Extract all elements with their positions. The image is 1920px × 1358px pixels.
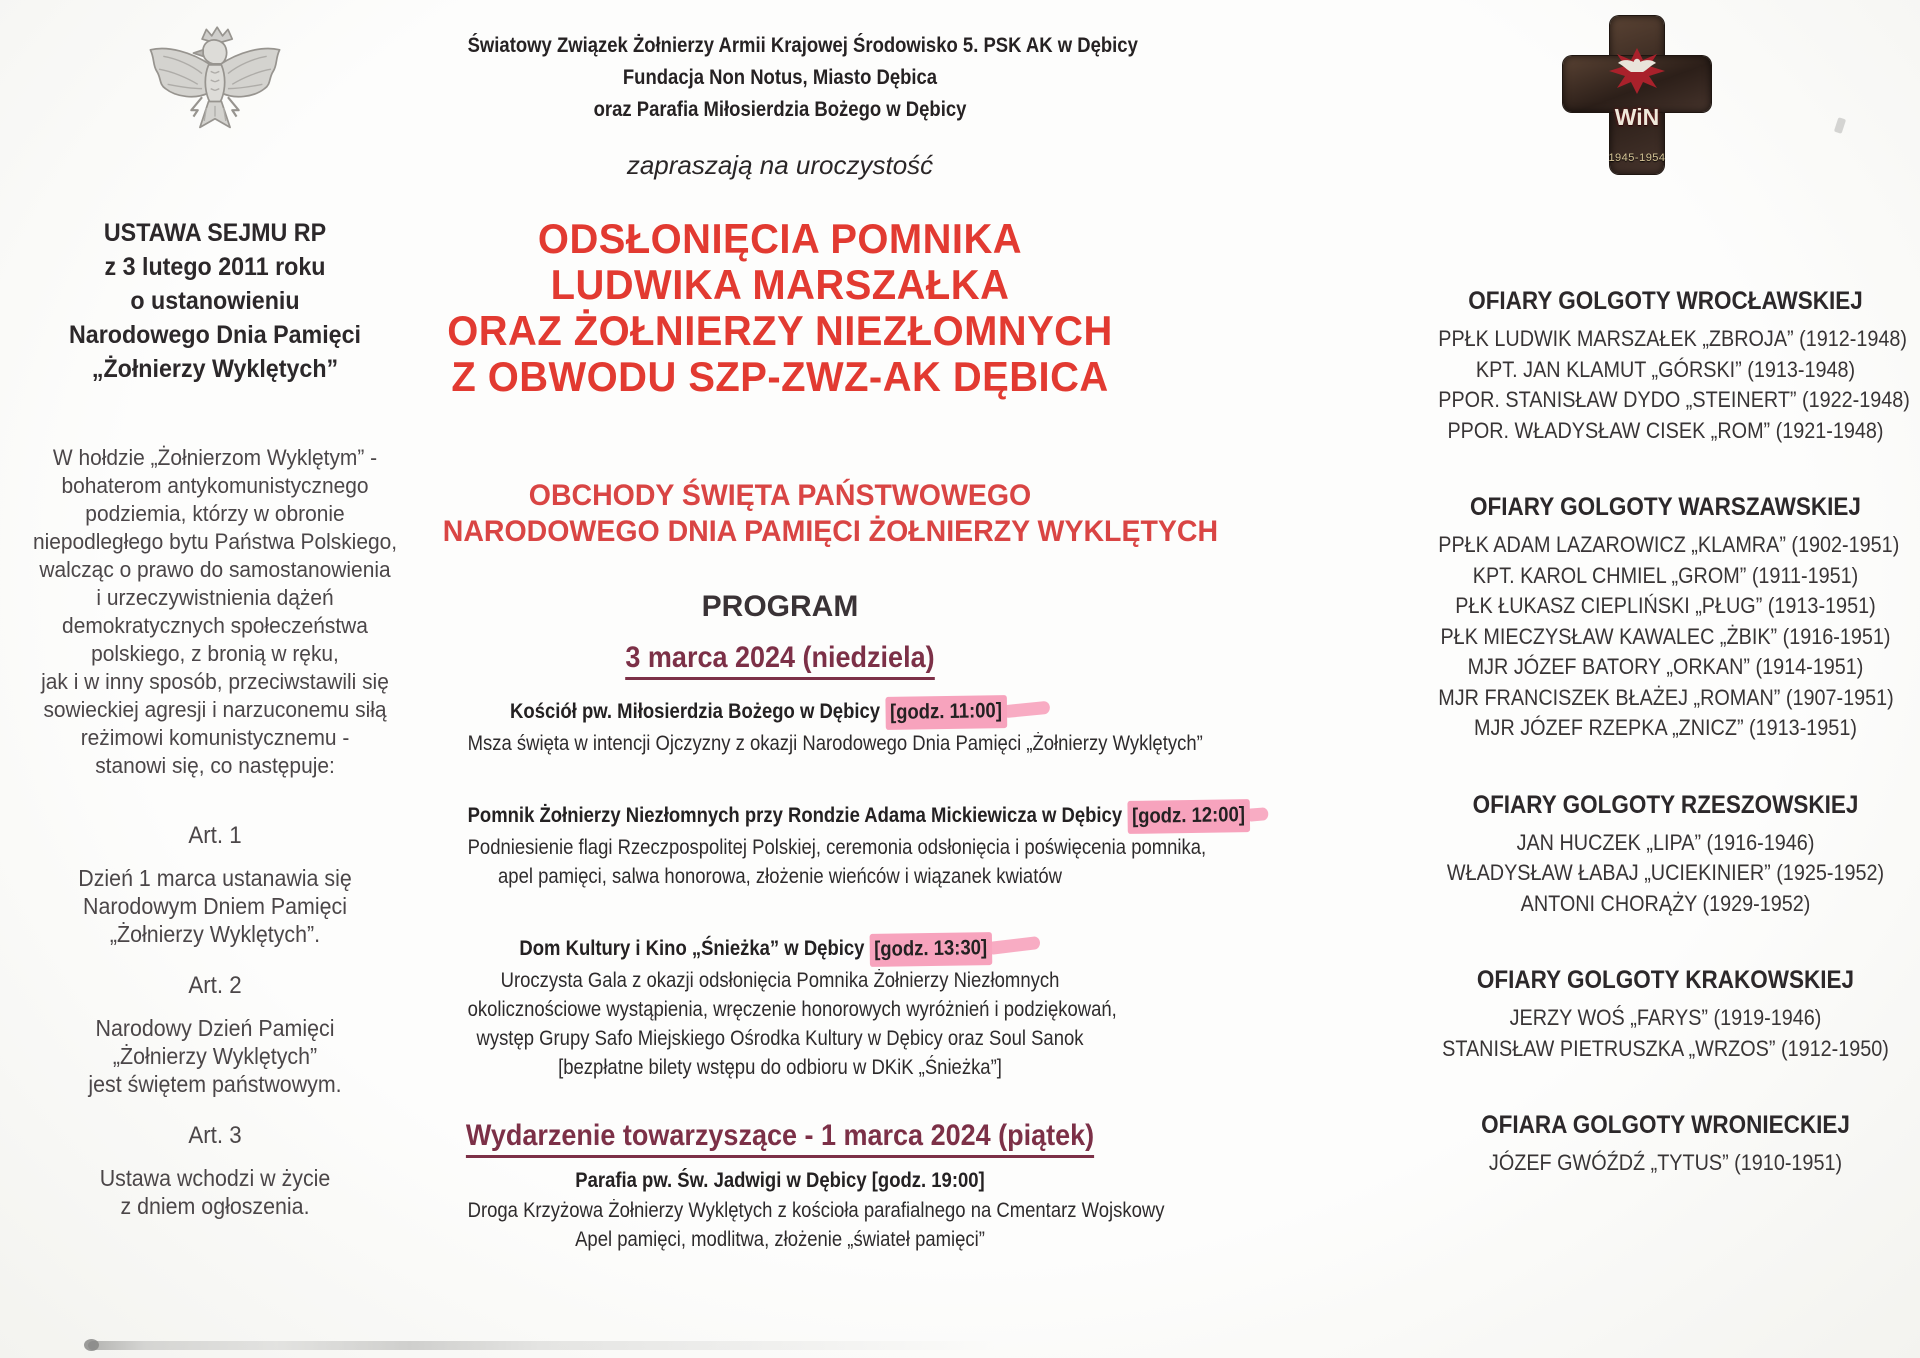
law-heading (6, 216, 424, 386)
event-time-highlight: [godz. 11:00] (885, 695, 1007, 730)
side-event-detail: Droga Krzyżowa Żołnierzy Wyklętych z kościoła parafialnego na Cmentarz Wojskowy (467, 1199, 1165, 1222)
victims-section-title: OFIARA GOLGOTY WRONIECKIEJ (1481, 1111, 1850, 1139)
event-detail: [bezpłatne bilety wstępu do odbioru w DKiK „Śnieżka”] (558, 1056, 1002, 1079)
victim-name: JAN HUCZEK „LIPA” (1916-1946) (1516, 829, 1815, 855)
law-preamble-line: jak i w inny sposób, przeciwstawili się (41, 669, 389, 694)
side-event-time: [godz. 19:00] (871, 1169, 985, 1192)
highlight-tail (1245, 807, 1269, 822)
article-line: z dniem ogłoszenia. (120, 1193, 310, 1219)
program-events (425, 696, 1245, 1082)
victim-name: PŁK ŁUKASZ CIEPLIŃSKI „PŁUG” (1913-1951) (1455, 593, 1876, 618)
highlight-tail (987, 936, 1041, 955)
side-event-detail: Apel pamięci, modlitwa, złożenie „świateł pamięci” (575, 1228, 985, 1251)
organizer-line: Światowy Związek Żołnierzy Armii Krajowej Środowisko 5. PSK AK w Dębicy (467, 34, 1138, 57)
article-line: Narodowym Dniem Pamięci (83, 893, 347, 919)
law-heading-line: z 3 lutego 2011 roku (104, 253, 326, 281)
side-event-heading-text: Wydarzenie towarzyszące - 1 marca 2024 (piątek) (466, 1118, 1094, 1158)
invitation-line: zapraszają na uroczystość (626, 150, 934, 180)
law-preamble-line: stanowi się, co następuje: (95, 753, 335, 778)
win-label: WiN (1614, 104, 1660, 130)
victims-section-title: OFIARY GOLGOTY WROCŁAWSKIEJ (1468, 287, 1863, 315)
event-detail: apel pamięci, salwa honorowa, złożenie wieńców i wiązanek kwiatów (498, 865, 1062, 888)
victim-name: ANTONI CHORĄŻY (1929-1952) (1520, 890, 1811, 916)
event-time-highlight: [godz. 13:30] (869, 932, 992, 967)
victims-section (1413, 492, 1918, 744)
victim-name: KPT. JAN KLAMUT „GÓRSKI” (1913-1948) (1475, 356, 1856, 382)
victims-section-title: OFIARY GOLGOTY RZESZOWSKIEJ (1472, 790, 1859, 819)
article-body (6, 864, 424, 948)
event-detail: Podniesienie flagi Rzeczpospolitej Polskiej, ceremonia odsłonięcia i poświęcenia pomnika, (467, 836, 1207, 859)
victims-section-title: OFIARY GOLGOTY KRAKOWSKIEJ (1476, 966, 1855, 994)
law-preamble-line: W hołdzie „Żołnierzom Wyklętym” - (52, 445, 378, 470)
win-emblem (1563, 16, 1711, 174)
polish-eagle-icon (139, 24, 291, 164)
subtitle (425, 478, 1219, 550)
victims-column (1413, 0, 1918, 1179)
program-event (425, 933, 1135, 1082)
subtitle-line: OBCHODY ŚWIĘTA PAŃSTWOWEGO (528, 479, 1032, 512)
program-event (425, 800, 1245, 891)
law-preamble-line: demokratycznych społeczeństwa (62, 613, 368, 638)
victims-names (1413, 530, 1918, 744)
victim-name: PPŁK LUDWIK MARSZAŁEK „ZBROJA” (1912-1948) (1438, 326, 1907, 351)
law-preamble-line: podziemia, którzy w obronie (85, 501, 345, 526)
article-line: Dzień 1 marca ustanawia się (78, 865, 352, 891)
win-years: 1945-1954 (1608, 152, 1666, 164)
event-detail: Msza święta w intencji Ojczyzny z okazji Narodowego Dnia Pamięci „Żołnierzy Wyklętych” (467, 732, 1203, 755)
law-heading-line: Narodowego Dnia Pamięci (69, 321, 361, 349)
victim-name: STANISŁAW PIETRUSZKA „WRZOS” (1912-1950) (1442, 1035, 1889, 1061)
law-preamble-line: bohaterom antykomunistycznego (61, 473, 369, 498)
victims-section (1413, 790, 1918, 920)
victim-name: WŁADYSŁAW ŁABAJ „UCIEKINIER” (1925-1952) (1446, 860, 1885, 885)
victim-name: MJR JÓZEF RZEPKA „ZNICZ” (1913-1951) (1474, 715, 1857, 740)
victims-section-title: OFIARY GOLGOTY WARSZAWSKIEJ (1470, 493, 1861, 521)
article-line: Ustawa wchodzi w życie (99, 1165, 331, 1191)
law-column (6, 0, 424, 1220)
main-title-line: ORAZ ŻOŁNIERZY NIEZŁOMNYCH (447, 307, 1113, 354)
event-detail: występ Grupy Safo Miejskiego Ośrodka Kultury w Dębicy oraz Soul Sanok (476, 1027, 1084, 1050)
event-detail: okolicznościowe wystąpienia, wręczenie honorowych wyróżnień i podziękowań, (467, 998, 1117, 1021)
victim-name: JERZY WOŚ „FARYS” (1919-1946) (1509, 1005, 1822, 1030)
law-preamble-line: walcząc o prawo do samostanowienia (39, 557, 391, 582)
law-preamble (6, 444, 424, 780)
side-event-venue (468, 1166, 1093, 1196)
victims-section (1413, 965, 1918, 1064)
subtitle-line: NARODOWEGO DNIA PAMIĘCI ŻOŁNIERZY WYKLĘTYCH (442, 515, 1219, 548)
highlight-tail (1002, 701, 1050, 719)
victims-names (1413, 1003, 1918, 1064)
program-event (425, 696, 1203, 758)
law-preamble-line: sowieckiej agresji i narzuconemu siłą (43, 697, 387, 722)
law-heading-line: o ustanowieniu (130, 287, 300, 315)
event-venue (468, 696, 1093, 729)
article-line: „Żołnierzy Wyklętych”. (109, 921, 321, 947)
victims-section (1413, 286, 1918, 446)
article-label: Art. 3 (188, 1122, 242, 1149)
victims-names (1413, 324, 1918, 446)
event-time-highlight: [godz. 12:00] (1127, 799, 1250, 834)
law-preamble-line: niepodległego bytu Państwa Polskiego, (32, 529, 398, 554)
invitation-column (425, 0, 1245, 1254)
law-preamble-line: i urzeczywistnienia dążeń (96, 585, 334, 610)
organizer-line: Fundacja Non Notus, Miasto Dębica (622, 66, 938, 89)
scan-smudge-blob (84, 1339, 99, 1351)
event-venue (467, 800, 1245, 833)
event-venue-text: Kościół pw. Miłosierdzia Bożego w Dębicy (510, 700, 886, 723)
victims-names (1413, 1148, 1918, 1179)
article-line: Narodowy Dzień Pamięci (95, 1015, 335, 1041)
victims-section (1413, 1110, 1918, 1179)
day-heading (461, 640, 1100, 680)
program-heading: PROGRAM (701, 590, 859, 623)
main-title-line: Z OBWODU SZP-ZWZ-AK DĘBICA (451, 353, 1109, 400)
article-label: Art. 2 (188, 972, 242, 999)
article-label: Art. 1 (188, 822, 242, 849)
victim-name: PPOR. WŁADYSŁAW CISEK „ROM” (1921-1948) (1447, 417, 1884, 443)
article-body (6, 1164, 424, 1220)
event-venue-text: Dom Kultury i Kino „Śnieżka” w Dębicy (519, 937, 870, 960)
polish-eagle-emblem (139, 24, 291, 164)
scan-smudge (88, 1341, 1033, 1350)
event-venue (468, 933, 1093, 966)
victim-name: PPŁK ADAM LAZAROWICZ „KLAMRA” (1902-1951) (1438, 532, 1900, 557)
victim-name: MJR FRANCISZEK BŁAŻEJ „ROMAN” (1907-1951) (1438, 684, 1894, 710)
day-heading-text: 3 marca 2024 (niedziela) (625, 640, 934, 680)
event-detail: Uroczysta Gala z okazji odsłonięcia Pomnika Żołnierzy Niezłomnych (500, 969, 1060, 992)
article-line: jest świętem państwowym. (88, 1071, 342, 1097)
victim-name: JÓZEF GWÓŹDŹ „TYTUS” (1910-1951) (1488, 1150, 1843, 1175)
victim-name: PPOR. STANISŁAW DYDO „STEINERT” (1922-1948) (1438, 387, 1910, 412)
main-title-line: LUDWIKA MARSZAŁKA (550, 261, 1010, 308)
victims-names (1413, 828, 1918, 920)
victims-lists (1413, 286, 1918, 1179)
victim-name: KPT. KAROL CHMIEL „GROM” (1911-1951) (1472, 562, 1859, 588)
organizers-block (425, 0, 1138, 126)
victim-name: MJR JÓZEF BATORY „ORKAN” (1914-1951) (1467, 654, 1864, 679)
main-title (425, 216, 1135, 400)
main-title-line: ODSŁONIĘCIA POMNIKA (537, 215, 1023, 262)
law-preamble-line: reżimowi komunistycznemu - (80, 725, 350, 750)
side-event-venue-text: Parafia pw. Św. Jadwigi w Dębicy (575, 1169, 867, 1192)
win-eagle-icon (1607, 46, 1667, 96)
law-articles (6, 822, 424, 1220)
article-body (6, 1014, 424, 1098)
article-line: „Żołnierzy Wyklętych” (112, 1043, 318, 1069)
event-venue-text: Pomnik Żołnierzy Niezłomnych przy Rondzie Adama Mickiewicza w Dębicy (467, 804, 1128, 827)
law-preamble-line: polskiego, z bronią w ręku, (91, 641, 339, 666)
law-heading-line: USTAWA SEJMU RP (103, 219, 327, 247)
organizer-line: oraz Parafia Miłosierdzia Bożego w Dębicy (593, 98, 967, 121)
victim-name: PŁK MIECZYSŁAW KAWALEC „ŻBIK” (1916-1951) (1440, 623, 1891, 649)
side-event-heading (461, 1118, 1100, 1158)
law-heading-line: „Żołnierzy Wyklętych” (91, 355, 339, 383)
